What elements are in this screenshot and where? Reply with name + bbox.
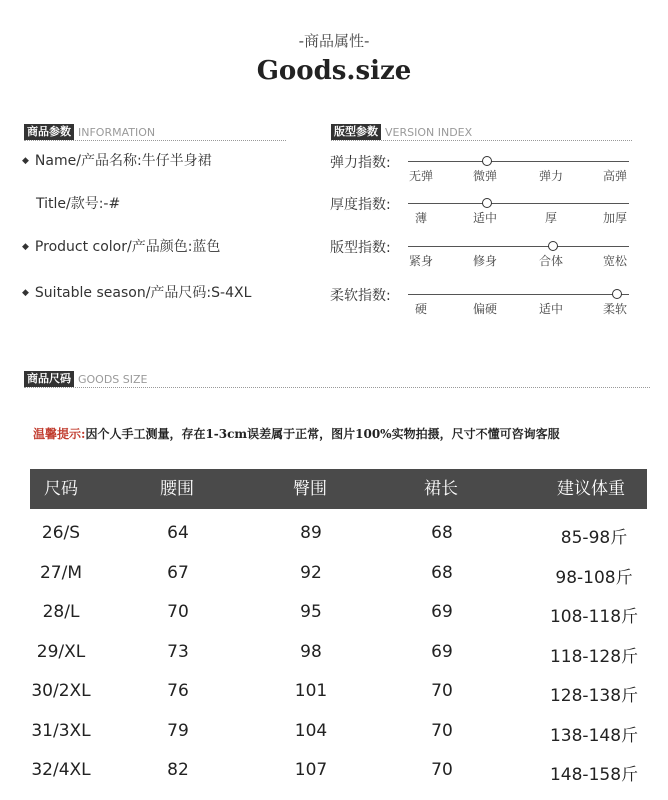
table-cell: 68	[431, 523, 453, 543]
table-cell: 31/3XL	[31, 721, 91, 741]
index-selected-marker	[548, 241, 558, 251]
table-cell: 69	[431, 602, 453, 622]
table-cell: 70	[431, 721, 453, 741]
table-cell: 104	[294, 721, 328, 741]
index-option: 柔软	[602, 302, 627, 316]
table-cell: 118-128斤	[549, 647, 639, 667]
tip-label: 温馨提示:	[33, 427, 86, 441]
table-cell: 32/4XL	[31, 760, 91, 780]
index-scale-line	[408, 294, 629, 295]
table-cell: 148-158斤	[549, 765, 639, 785]
info-row-name: ◆ Name/产品名称:牛仔半身裙	[22, 153, 212, 169]
table-cell: 95	[300, 602, 322, 622]
page-subtitle: -商品属性-	[298, 32, 370, 50]
index-selected-marker	[612, 289, 622, 299]
table-cell: 82	[167, 760, 189, 780]
table-cell: 68	[431, 563, 453, 583]
size-section-en: GOODS SIZE	[78, 373, 148, 386]
table-cell: 70	[167, 602, 189, 622]
table-cell: 64	[167, 523, 189, 543]
table-cell: 27/M	[39, 563, 83, 583]
info-section-header	[24, 124, 286, 141]
size-tip	[33, 425, 560, 442]
table-cell: 101	[294, 681, 328, 701]
bullet-icon: ◆	[22, 242, 29, 252]
header-length: 裙长	[424, 479, 458, 499]
version-section-en: VERSION INDEX	[385, 126, 473, 139]
table-cell: 85-98斤	[560, 528, 628, 548]
index-label: 版型指数:	[330, 240, 391, 256]
size-section-header	[24, 371, 650, 388]
index-option: 弹力	[538, 169, 563, 183]
header-size: 尺码	[44, 479, 78, 499]
table-cell: 30/2XL	[31, 681, 91, 701]
index-label: 柔软指数:	[330, 288, 391, 304]
index-option: 薄	[414, 211, 427, 225]
index-option: 硬	[414, 302, 427, 316]
version-section-tag: 版型参数	[331, 124, 381, 140]
index-option: 厚	[544, 211, 557, 225]
index-option: 偏硬	[472, 302, 497, 316]
table-cell: 29/XL	[36, 642, 86, 662]
index-option: 无弹	[408, 169, 433, 183]
info-row-title: Title/款号:-#	[36, 196, 121, 212]
table-cell: 92	[300, 563, 322, 583]
page-title: Goods.size	[256, 56, 412, 86]
table-cell: 67	[167, 563, 189, 583]
table-cell: 89	[300, 523, 322, 543]
table-cell: 108-118斤	[549, 607, 639, 627]
index-scale-line	[408, 161, 629, 162]
table-cell: 98	[300, 642, 322, 662]
table-cell: 128-138斤	[549, 686, 639, 706]
index-option: 微弹	[472, 169, 497, 183]
index-option: 合体	[538, 254, 563, 268]
size-table-header	[30, 469, 647, 509]
table-cell: 107	[294, 760, 328, 780]
index-label: 厚度指数:	[330, 197, 391, 213]
index-scale-line	[408, 203, 629, 204]
table-cell: 70	[431, 760, 453, 780]
index-option: 高弹	[602, 169, 627, 183]
index-option: 加厚	[602, 211, 627, 225]
info-section-en: INFORMATION	[78, 126, 156, 139]
tip-text: 因个人手工测量，存在1-3cm误差属于正常，图片100%实物拍摄，尺寸不懂可咨询客服	[85, 427, 560, 441]
table-cell: 70	[431, 681, 453, 701]
header-waist: 腰围	[160, 479, 194, 499]
table-cell: 138-148斤	[549, 726, 639, 746]
table-cell: 76	[167, 681, 189, 701]
table-cell: 79	[167, 721, 189, 741]
version-section-header	[331, 124, 632, 141]
info-row-season: ◆ Suitable season/产品尺码:S-4XL	[22, 285, 252, 301]
index-label: 弹力指数:	[330, 155, 391, 171]
size-section-tag: 商品尺码	[24, 371, 74, 387]
index-option: 紧身	[408, 254, 433, 268]
info-section-tag: 商品参数	[24, 124, 74, 140]
index-selected-marker	[482, 198, 492, 208]
index-selected-marker	[482, 156, 492, 166]
table-cell: 69	[431, 642, 453, 662]
header-hip: 臀围	[293, 479, 327, 499]
header-weight: 建议体重	[557, 479, 625, 499]
bullet-icon: ◆	[22, 156, 29, 166]
table-cell: 73	[167, 642, 189, 662]
table-cell: 98-108斤	[555, 568, 633, 588]
table-cell: 28/L	[42, 602, 80, 622]
index-option: 修身	[472, 254, 497, 268]
bullet-icon: ◆	[22, 288, 29, 298]
table-cell: 26/S	[41, 523, 81, 543]
index-option: 适中	[472, 211, 497, 225]
index-option: 适中	[538, 302, 563, 316]
index-option: 宽松	[602, 254, 627, 268]
index-scale-line	[408, 246, 629, 247]
info-row-color: ◆ Product color/产品颜色:蓝色	[22, 239, 221, 255]
